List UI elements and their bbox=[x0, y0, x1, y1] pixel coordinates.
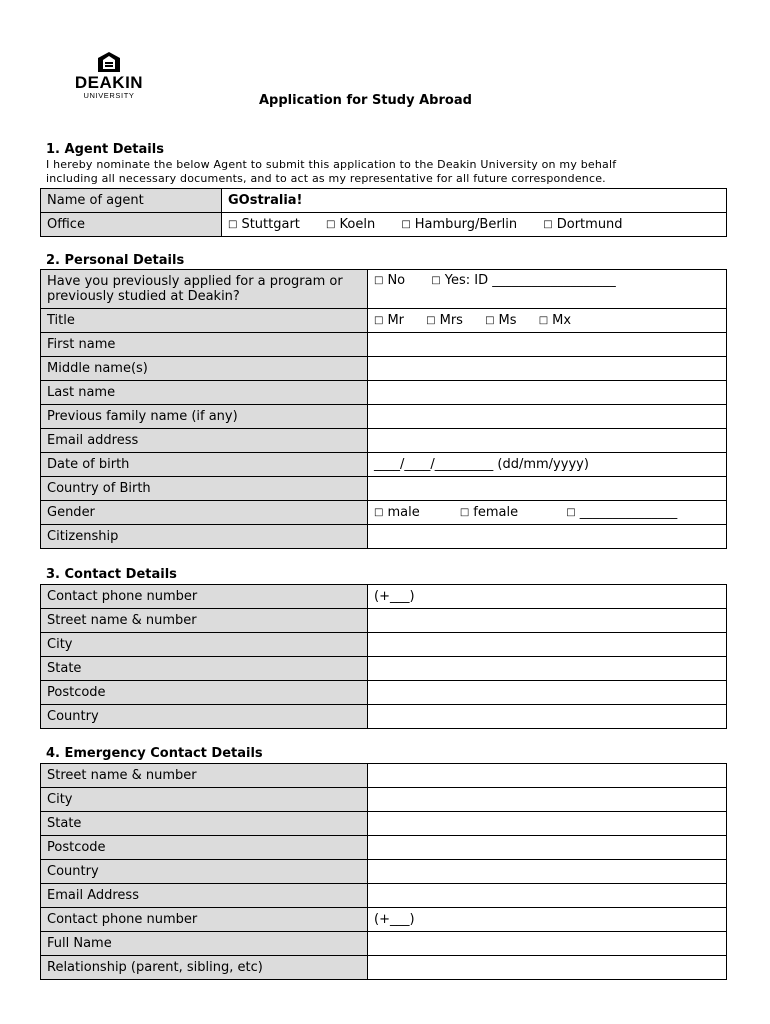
office-option-stuttgart[interactable] bbox=[228, 217, 300, 232]
table-row bbox=[41, 836, 727, 860]
prev-applied-options bbox=[368, 270, 727, 309]
first-name-field[interactable] bbox=[368, 333, 727, 357]
emergency-state-label: State bbox=[41, 812, 368, 836]
postcode-field[interactable] bbox=[368, 681, 727, 705]
checkbox-icon: □ bbox=[374, 315, 384, 326]
checkbox-icon: □ bbox=[485, 315, 495, 326]
checkbox-icon: □ bbox=[566, 507, 576, 518]
table-row bbox=[41, 189, 727, 213]
table-row bbox=[41, 633, 727, 657]
agent-name-label: Name of agent bbox=[41, 189, 222, 213]
gender-option-male[interactable] bbox=[374, 505, 420, 520]
emergency-full-name-label: Full Name bbox=[41, 932, 368, 956]
last-name-label: Last name bbox=[41, 381, 368, 405]
option-label: Mrs bbox=[439, 313, 463, 328]
option-label: Koeln bbox=[339, 217, 376, 232]
table-row bbox=[41, 956, 727, 980]
table-row bbox=[41, 812, 727, 836]
first-name-label: First name bbox=[41, 333, 368, 357]
emergency-phone-field[interactable]: (+___) bbox=[368, 908, 727, 932]
dob-field[interactable]: ____/____/_________ (dd/mm/yyyy) bbox=[368, 453, 727, 477]
email-label: Email address bbox=[41, 429, 368, 453]
country-field[interactable] bbox=[368, 705, 727, 729]
table-row bbox=[41, 681, 727, 705]
checkbox-icon: □ bbox=[426, 315, 436, 326]
table-row bbox=[41, 657, 727, 681]
table-row bbox=[41, 788, 727, 812]
document-title: Application for Study Abroad bbox=[259, 93, 472, 108]
table-row bbox=[41, 309, 727, 333]
logo-wordmark: DEAKIN bbox=[74, 73, 144, 92]
table-row bbox=[41, 884, 727, 908]
email-field[interactable] bbox=[368, 429, 727, 453]
option-label: Mr bbox=[387, 313, 405, 328]
emergency-full-name-field[interactable] bbox=[368, 932, 727, 956]
checkbox-icon: □ bbox=[374, 507, 384, 518]
street-label: Street name & number bbox=[41, 609, 368, 633]
agent-details-table bbox=[40, 188, 727, 237]
deakin-crest-icon bbox=[98, 52, 120, 72]
emergency-relationship-field[interactable] bbox=[368, 956, 727, 980]
prev-applied-label: Have you previously applied for a program or previously studied at Deakin? bbox=[41, 270, 368, 309]
emergency-city-field[interactable] bbox=[368, 788, 727, 812]
postcode-label: Postcode bbox=[41, 681, 368, 705]
country-of-birth-field[interactable] bbox=[368, 477, 727, 501]
table-row bbox=[41, 270, 727, 309]
agent-name-value: GOstralia! bbox=[222, 189, 727, 213]
emergency-street-field[interactable] bbox=[368, 764, 727, 788]
section-heading-contact: 3. Contact Details bbox=[46, 567, 177, 582]
gender-option-other[interactable] bbox=[566, 505, 677, 520]
table-row bbox=[41, 213, 727, 237]
title-option-mrs[interactable] bbox=[426, 313, 463, 328]
country-label: Country bbox=[41, 705, 368, 729]
option-label: _______________ bbox=[579, 505, 678, 520]
gender-options bbox=[368, 501, 727, 525]
title-option-ms[interactable] bbox=[485, 313, 516, 328]
table-row bbox=[41, 932, 727, 956]
checkbox-icon: □ bbox=[374, 275, 384, 286]
table-row bbox=[41, 908, 727, 932]
state-field[interactable] bbox=[368, 657, 727, 681]
title-options bbox=[368, 309, 727, 333]
table-row bbox=[41, 860, 727, 884]
country-of-birth-label: Country of Birth bbox=[41, 477, 368, 501]
gender-option-female[interactable] bbox=[460, 505, 518, 520]
prev-applied-yes[interactable] bbox=[431, 273, 615, 288]
emergency-contact-table bbox=[40, 763, 727, 980]
option-label: Dortmund bbox=[556, 217, 623, 232]
table-row bbox=[41, 381, 727, 405]
option-label: No bbox=[387, 273, 406, 288]
citizenship-label: Citizenship bbox=[41, 525, 368, 549]
office-label: Office bbox=[41, 213, 222, 237]
option-label: Stuttgart bbox=[241, 217, 300, 232]
checkbox-icon: □ bbox=[326, 219, 336, 230]
office-option-dortmund[interactable] bbox=[543, 217, 622, 232]
street-field[interactable] bbox=[368, 609, 727, 633]
option-label: female bbox=[473, 505, 519, 520]
table-row bbox=[41, 333, 727, 357]
section-heading-personal: 2. Personal Details bbox=[46, 253, 185, 268]
option-label: Yes: ID ___________________ bbox=[444, 273, 616, 288]
deakin-logo bbox=[74, 52, 144, 100]
table-row bbox=[41, 405, 727, 429]
table-row bbox=[41, 357, 727, 381]
office-option-hamburg-berlin[interactable] bbox=[401, 217, 517, 232]
emergency-postcode-label: Postcode bbox=[41, 836, 368, 860]
personal-details-table bbox=[40, 269, 727, 549]
checkbox-icon: □ bbox=[228, 219, 238, 230]
city-label: City bbox=[41, 633, 368, 657]
table-row bbox=[41, 429, 727, 453]
logo-subtitle: UNIVERSITY bbox=[83, 91, 135, 100]
checkbox-icon: □ bbox=[543, 219, 553, 230]
section-heading-agent: 1. Agent Details bbox=[46, 142, 164, 157]
table-row bbox=[41, 705, 727, 729]
state-label: State bbox=[41, 657, 368, 681]
option-label: Ms bbox=[498, 313, 517, 328]
emergency-city-label: City bbox=[41, 788, 368, 812]
emergency-country-field[interactable] bbox=[368, 860, 727, 884]
gender-label: Gender bbox=[41, 501, 368, 525]
table-row bbox=[41, 585, 727, 609]
table-row bbox=[41, 501, 727, 525]
title-label: Title bbox=[41, 309, 368, 333]
checkbox-icon: □ bbox=[459, 507, 470, 518]
table-row bbox=[41, 477, 727, 501]
title-option-mr[interactable] bbox=[374, 313, 404, 328]
city-field[interactable] bbox=[368, 633, 727, 657]
table-row bbox=[41, 609, 727, 633]
checkbox-icon: □ bbox=[401, 219, 411, 230]
option-label: Mx bbox=[552, 313, 572, 328]
table-row bbox=[41, 764, 727, 788]
checkbox-icon: □ bbox=[538, 315, 549, 326]
checkbox-icon: □ bbox=[431, 275, 441, 286]
contact-phone-field[interactable]: (+___) bbox=[368, 585, 727, 609]
emergency-state-field[interactable] bbox=[368, 812, 727, 836]
emergency-email-label: Email Address bbox=[41, 884, 368, 908]
middle-name-label: Middle name(s) bbox=[41, 357, 368, 381]
middle-name-field[interactable] bbox=[368, 357, 727, 381]
contact-phone-label: Contact phone number bbox=[41, 585, 368, 609]
emergency-country-label: Country bbox=[41, 860, 368, 884]
prev-applied-no[interactable] bbox=[374, 273, 405, 288]
option-label: Hamburg/Berlin bbox=[414, 217, 518, 232]
last-name-field[interactable] bbox=[368, 381, 727, 405]
emergency-postcode-field[interactable] bbox=[368, 836, 727, 860]
option-label: male bbox=[387, 505, 420, 520]
office-option-koeln[interactable] bbox=[326, 217, 375, 232]
contact-details-table bbox=[40, 584, 727, 729]
citizenship-field[interactable] bbox=[368, 525, 727, 549]
emergency-relationship-label: Relationship (parent, sibling, etc) bbox=[41, 956, 368, 980]
previous-family-name-field[interactable] bbox=[368, 405, 727, 429]
intro-line-1: I hereby nominate the below Agent to submit this application to the Deakin University on my behalf bbox=[46, 158, 617, 171]
office-options bbox=[222, 213, 727, 237]
title-option-mx[interactable] bbox=[539, 313, 571, 328]
dob-label: Date of birth bbox=[41, 453, 368, 477]
previous-family-name-label: Previous family name (if any) bbox=[41, 405, 368, 429]
emergency-phone-label: Contact phone number bbox=[41, 908, 368, 932]
emergency-email-field[interactable] bbox=[368, 884, 727, 908]
table-row bbox=[41, 453, 727, 477]
section-heading-emergency: 4. Emergency Contact Details bbox=[46, 746, 263, 761]
intro-line-2: including all necessary documents, and to act as my representative for all future correspondence. bbox=[46, 172, 606, 185]
table-row bbox=[41, 525, 727, 549]
emergency-street-label: Street name & number bbox=[41, 764, 368, 788]
agent-intro-text bbox=[46, 158, 736, 186]
